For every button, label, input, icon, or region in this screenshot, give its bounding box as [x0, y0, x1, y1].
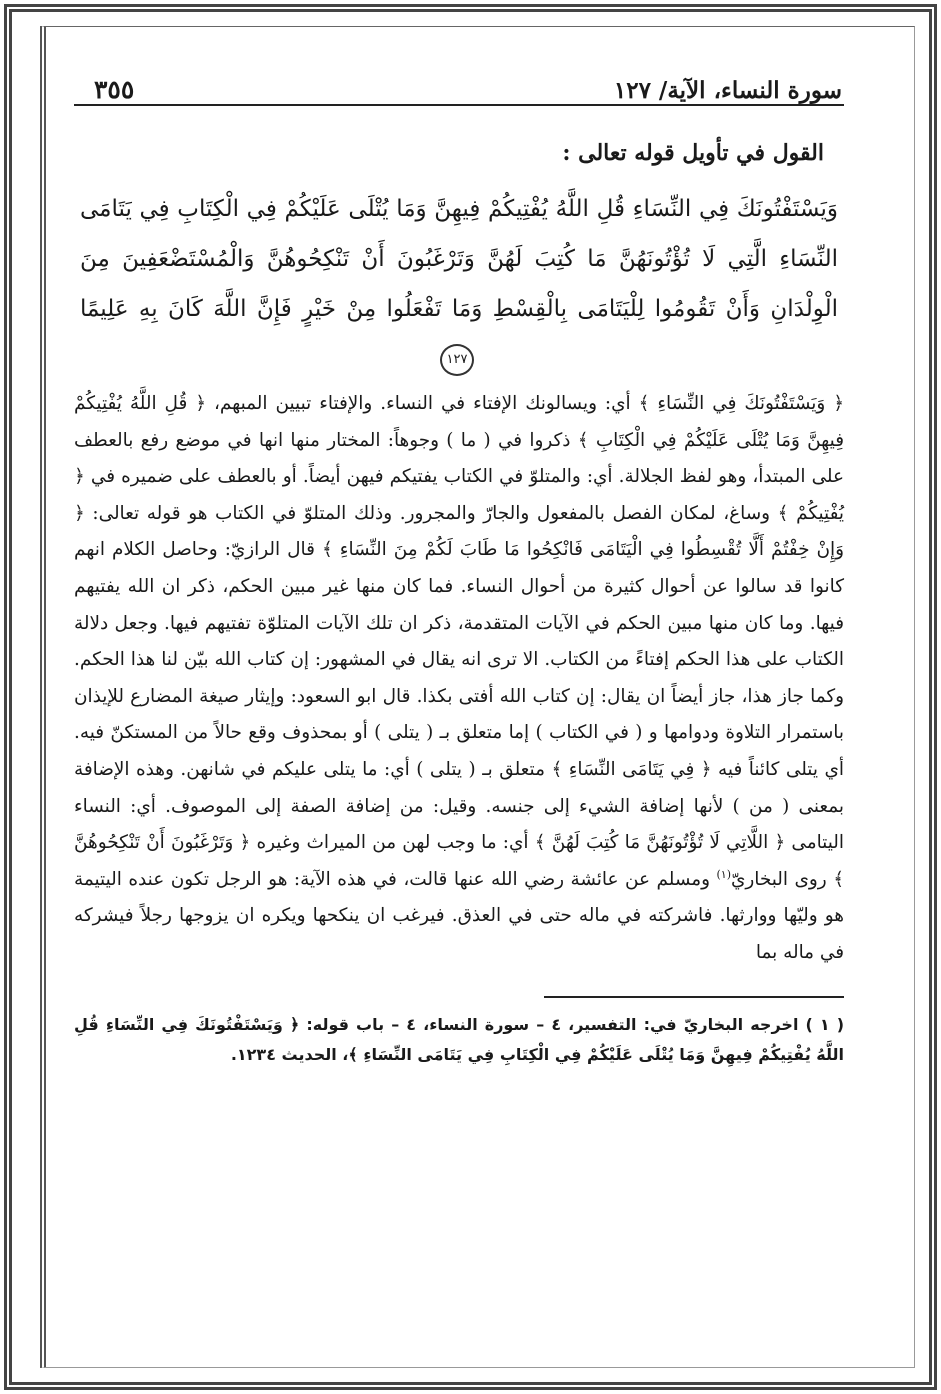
- quran-verse: [74, 184, 844, 384]
- page-number: ٣٥٥: [94, 75, 135, 104]
- verse-text: وَيَسْتَفْتُونَكَ فِي النِّسَاءِ قُلِ اللَّهُ يُفْتِيكُمْ فِيهِنَّ وَمَا يُتْلَى عَلَيْكُمْ فِي الْكِتَابِ فِي يَتَامَى النِّسَاءِ الَّتِي لَا تُؤْتُونَهُنَّ مَا كُتِبَ لَهُنَّ وَتَرْغَبُونَ أَنْ تَنْكِحُوهُنَّ وَالْمُسْتَضْعَفِينَ مِنَ الْوِلْدَانِ وَأَنْ تَقُومُوا لِلْيَتَامَى بِالْقِسْطِ وَمَا تَفْعَلُوا مِنْ خَيْرٍ فَإِنَّ اللَّهَ كَانَ بِهِ عَلِيمًا: [80, 196, 838, 322]
- footnote-divider: [544, 996, 844, 998]
- surah-reference: سورة النساء، الآية/ ١٢٧: [613, 77, 842, 104]
- running-header: [74, 62, 844, 106]
- commentary-paragraph: [74, 386, 844, 972]
- ayah-number-mark: ١٢٧: [440, 344, 474, 376]
- book-page: [74, 62, 844, 1352]
- commentary-text: ﴿ وَيَسْتَفْتُونَكَ فِي النِّسَاءِ ﴾ أي: ويسالونك الإفتاء في النساء. والإفتاء تبيين المبهم، ﴿ قُلِ اللَّهُ يُفْتِيكُمْ فِيهِنَّ وَمَا يُتْلَى عَلَيْكُمْ فِي الْكِتَابِ ﴾ ذكروا في ( ما ) وجوهاً: المختار منها انها في موضع رفع بالعطف على المبتدأ، وهو لفظ الجلالة. أي: والمتلوّ في الكتاب يفتيكم فيهن أيضاً. أو بالعطف على ضميره في ﴿ يُفْتِيكُمْ ﴾ وساغ، لمكان الفصل بالمفعول والجارّ والمجرور. وذلك المتلوّ في الكتاب هو قوله تعالى: ﴿ وَإِنْ خِفْتُمْ أَلَّا تُقْسِطُوا فِي الْيَتَامَى فَانْكِحُوا مَا طَابَ لَكُمْ مِنَ النِّسَاءِ ﴾ قال الرازيّ: وحاصل الكلام انهم كانوا قد سالوا عن أحوال كثيرة من أحوال النساء. فما كان منها غير مبين الحكم، ذكر ان الله يفتيهم فيها. وما كان منها مبين الحكم في الآيات المتقدمة، ذكر ان تلك الآيات المتلوّة تفتيهم فيها. وجعل دلالة الكتاب على هذا الحكم إفتاءً من الكتاب. الا ترى انه يقال في المشهور: إن كتاب الله بيّن لنا هذا الحكم. وكما جاز هذا، جاز أيضاً ان يقال: إن كتاب الله أفتى بكذا. قال ابو السعود: وإيثار صيغة المضارع للإيذان باستمرار التلاوة ودوامها و ( في الكتاب ) إما متعلق بـ ( يتلى ) أو بمحذوف وقع حالاً من المستكنّ فيه. أي يتلى كائناً فيه ﴿ فِي يَتَامَى النِّسَاءِ ﴾ متعلق بـ ( يتلى ) أي: ما يتلى عليكم في شانهن. وهذه الإضافة بمعنى ( من ) لأنها إضافة الشيء إلى جنسه. وقيل: من إضافة الصفة إلى الموصوف. أي: النساء اليتامى ﴿ اللَّاتِي لَا تُؤْتُونَهُنَّ مَا كُتِبَ لَهُنَّ ﴾ أي: ما وجب لهن من الميراث وغيره ﴿ وَتَرْغَبُونَ أَنْ تَنْكِحُوهُنَّ ﴾ روى البخاريّ: [74, 393, 844, 890]
- footnote-reference: (١): [716, 867, 731, 881]
- footnote: ( ١ ) اخرجه البخاريّ في: التفسير، ٤ – سورة النساء، ٤ – باب قوله: ﴿ وَيَسْتَفْتُونَكَ فِي النِّسَاءِ قُلِ اللَّهُ يُفْتِيكُمْ فِيهِنَّ وَمَا يُتْلَى عَلَيْكُمْ فِي الْكِتَابِ فِي يَتَامَى النِّسَاءِ ﴾، الحديث ١٢٣٤.: [74, 1014, 845, 1064]
- commentary-text-continued: ومسلم عن عائشة رضي الله عنها قالت، في هذه الآية: هو الرجل تكون عنده اليتيمة هو وليّها ووارثها. فاشركته في ماله حتى في العذق. فيرغب ان ينكحها ويكره ان يزوجها رجلاً فيشركه في ماله بما: [74, 868, 844, 963]
- section-title: القول في تأويل قوله تعالى :: [562, 140, 824, 166]
- commentary-body: [74, 386, 844, 972]
